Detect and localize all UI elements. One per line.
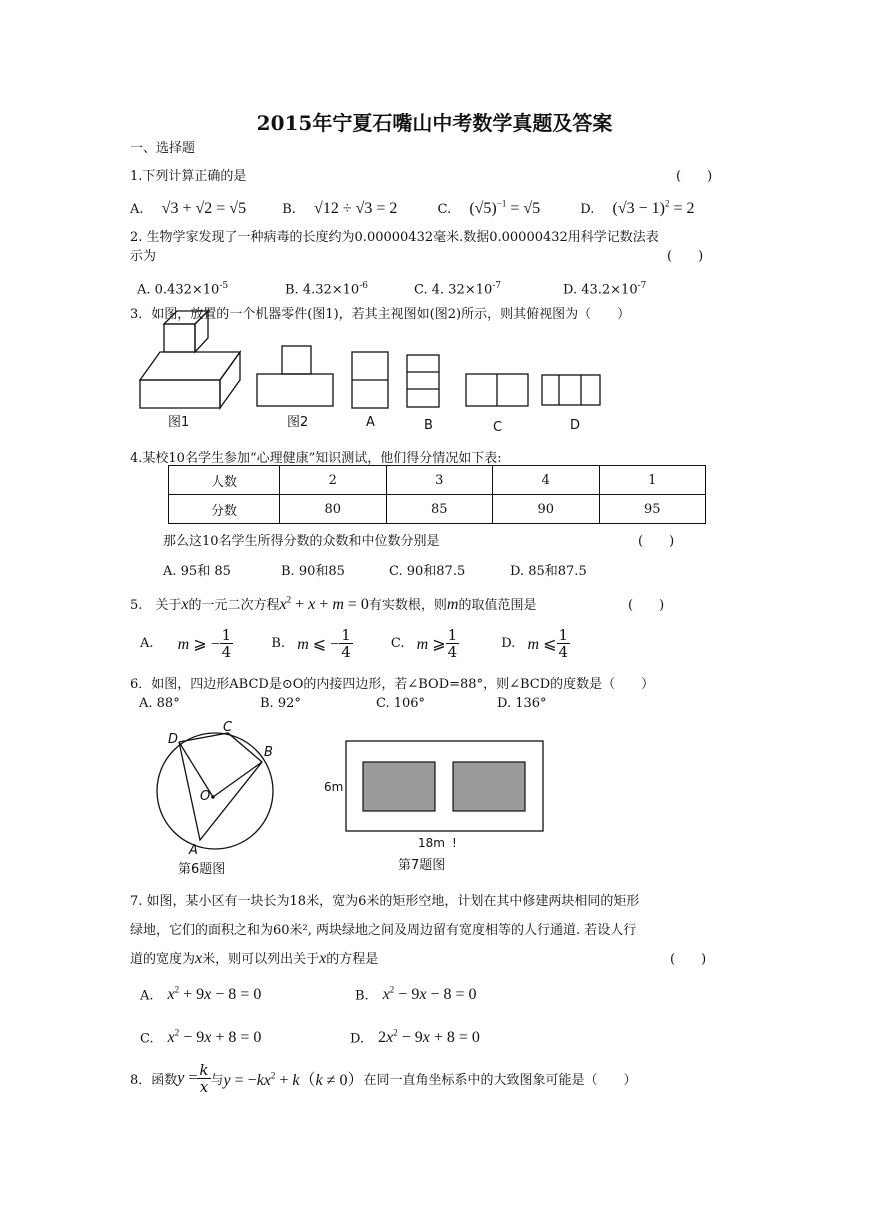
q6-option-a: A. 88° [139,696,180,711]
q2-line2: 示为 [130,249,157,264]
q4-bracket: ( ) [638,534,675,549]
q7-bracket: ( ) [670,952,707,967]
q7-height-label: 6m [324,780,344,794]
q7-line1: 7. 如图，某小区有一块长为18米，宽为6米的矩形空地，计划在其中修建两块相同的矩形 [130,894,640,909]
q7-caption: 第7题图 [398,858,446,873]
q2-option-d: D. $43.2\times 10^{-7}$ [563,281,647,298]
q5-bracket: ( ) [628,598,665,613]
q7-option-c: C. $x^2 - 9x + 8 = 0$ [140,1028,262,1047]
q3-label-b: B [424,418,433,433]
table-cell: 分数 [169,495,280,524]
q2-option-b: B. $4.32\times 10^{-6}$ [285,281,368,298]
q6-stem: 6．如图，四边形ABCD是⊙O的内接四边形，若∠BOD=88°，则∠BCD的度数是（ ） [130,677,655,692]
q6-caption: 第6题图 [178,862,226,877]
q6-point-o: O [200,789,211,804]
q5-option-d: D. m ⩽ $\frac{1}{4}$ [501,626,569,661]
table-cell: 90 [493,495,600,524]
q3-label-a: A [366,415,375,430]
q7-line3: 道的宽度为x米，则可以列出关于x的方程是 [130,950,379,967]
table-cell: 95 [599,495,706,524]
table-cell: 85 [386,495,493,524]
q1-stem: 1.下列计算正确的是 [130,169,247,184]
q6-point-c: C [223,720,233,735]
q2-option-a: A. $0.432\times 10^{-5}$ [137,281,229,298]
q5-option-b: B. m ⩽ − $\frac{1}{4}$ [271,626,351,661]
q1-option-a: A. √3 + √2 = √5 [130,200,247,218]
table-cell: 3 [386,466,493,495]
q7-option-b: B. $x^2 - 9x - 8 = 0$ [355,985,477,1004]
q7-option-d: D. $2x^2 - 9x + 8 = 0$ [350,1028,480,1047]
q7-green-plot-right [453,762,525,811]
q1-option-b: B. √12 ÷ √3 = 2 [282,200,398,218]
q2-bracket: ( ) [667,249,704,264]
q6-option-b: B. 92° [260,696,301,711]
q7-option-a: A. $x^2 + 9x - 8 = 0$ [140,985,262,1004]
q5-stem: 5. 关于x的一元二次方程$x^2 + x + m = 0$有实数根，则m的取值范围是 [130,594,537,613]
table-cell: 人数 [169,466,280,495]
table-cell: 4 [493,466,600,495]
q4-stem: 4.某校10名学生参加“心理健康”知识测试，他们得分情况如下表: [130,451,502,466]
q4-option-a: A. 95和 85 [163,564,231,579]
section-heading: 一、选择题 [130,141,196,156]
q8-stem: 8．函数y = $\frac{k}{x}$ 与$y = -kx^2 + k(k \ne 0)$在同一直角坐标系中的大致图象可能是（ ） [130,1061,637,1096]
table-cell: 2 [280,466,387,495]
q7-width-label: 18m [418,836,445,850]
q5-option-c: C. m ⩾ $\frac{1}{4}$ [390,626,458,661]
q7-line2: 绿地，它们的面积之和为60米², 两块绿地之间及周边留有宽度相等的人行通道. 若设人行 [130,923,637,938]
q5-option-a: A. m ⩾ − $\frac{1}{4}$ [140,626,232,661]
q6-point-b: B [264,745,273,760]
q3-fig1-label: 图1 [168,415,190,430]
q3-fig2-label: 图2 [287,415,309,430]
q4-option-b: B. 90和85 [281,564,345,579]
q3-label-d: D [570,418,581,433]
q2-option-c: C. 4. $32\times 10^{-7}$ [414,281,502,298]
q1-bracket: ( ) [676,169,713,184]
q4-option-d: D. 85和87.5 [510,564,587,579]
q4-option-c: C. 90和87.5 [389,564,466,579]
table-cell: 1 [599,466,706,495]
q1-option-c: C. $(√5)^{-1} = √5$ [437,199,541,218]
q2-line1: 2. 生物学家发现了一种病毒的长度约为0.00000432毫米.数据0.00000432用科学记数法表 [130,230,659,245]
q7-mark: ! [452,836,457,850]
q3-label-c: C [493,420,503,435]
q7-green-plot-left [363,762,435,811]
q6-option-d: D. 136° [497,696,547,711]
q6-option-c: C. 106° [376,696,426,711]
q4-follow: 那么这10名学生所得分数的众数和中位数分别是 [163,534,440,549]
table-cell: 80 [280,495,387,524]
q6-point-a: A [189,843,198,858]
q6-point-d: D [168,732,179,747]
q3-stem: 3．如图，放置的一个机器零件(图1)，若其主视图如(图2)所示，则其俯视图为（ ） [130,307,631,322]
q1-option-d: D. $(√3 - 1)^2 = 2$ [580,199,695,218]
page-title: 2015年宁夏石嘴山中考数学真题及答案 [256,111,613,135]
